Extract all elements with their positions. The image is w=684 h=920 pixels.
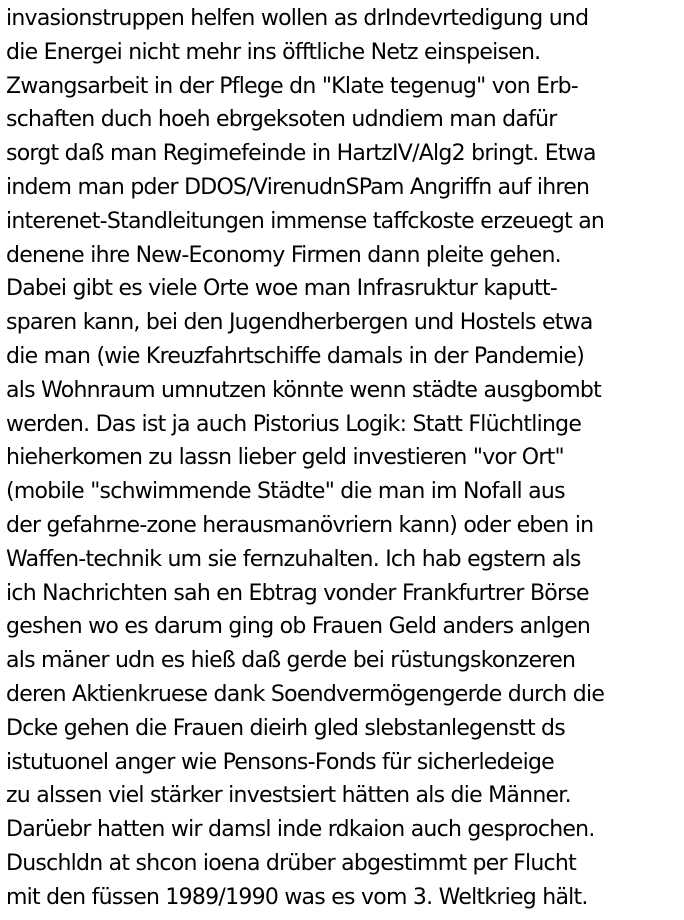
text-line: zu alssen viel stärker investsiert hätten als die Männer. — [6, 783, 571, 809]
text-line: Darüebr hatten wir damsl inde rdkaion auch gesprochen. — [6, 817, 595, 843]
text-line: deren Aktienkruese dank Soendvermögengerde durch die — [6, 681, 605, 707]
text-line: hieherkomen zu lassn lieber geld investieren "vor Ort" — [6, 445, 564, 471]
text-line: (mobile "schwimmende Städte" die man im Nofall aus — [6, 479, 565, 505]
text-line: interenet-Standleitungen immense taffckoste erzeuegt an — [6, 208, 605, 234]
text-line: Waffen-technik um sie fernzuhalten. Ich hab egstern als — [6, 546, 581, 572]
text-line: Zwangsarbeit in der Pflege dn "Klate tegenug" von Erb- — [6, 73, 578, 99]
text-line: sorgt daß man Regimefeinde in HartzIV/Alg2 bringt. Etwa — [6, 141, 596, 167]
body-text — [6, 2, 684, 915]
text-line: die man (wie Kreuzfahrtschiffe damals in der Pandemie) — [6, 343, 585, 369]
text-line: der gefahrne-zone herausmanövriern kann) oder eben in — [6, 512, 594, 538]
text-line: invasionstruppen helfen wollen as drIndevrtedigung und — [6, 6, 589, 31]
text-line: istutuonel anger wie Pensons-Fonds für sicherledeige — [6, 749, 554, 775]
text-line: werden. Das ist ja auch Pistorius Logik: Statt Flüchtlinge — [6, 411, 582, 437]
text-line: geshen wo es darum ging ob Frauen Geld anders anlgen — [6, 614, 591, 640]
text-line: sparen kann, bei den Jugendherbergen und Hostels etwa — [6, 310, 593, 336]
text-line: Dcke gehen die Frauen dieirh gled slebstanlegenstt ds — [6, 715, 565, 741]
text-line: als Wohnraum umnutzen könnte wenn städte ausgbombt — [6, 377, 602, 403]
text-line: ich Nachrichten sah en Ebtrag vonder Frankfurtrer Börse — [6, 580, 589, 606]
text-line: indem man pder DDOS/VirenudnSPam Angriffn auf ihren — [6, 174, 590, 200]
text-line: die Energei nicht mehr ins öfftliche Netz einspeisen. — [6, 39, 541, 65]
text-line: Duschldn at shcon ioena drüber abgestimmt per Flucht — [6, 850, 576, 876]
text-line: denene ihre New-Economy Firmen dann pleite gehen. — [6, 242, 561, 268]
text-line: mit den füssen 1989/1990 was es vom 3. Weltkrieg hält. — [6, 884, 588, 910]
text-line: Dabei gibt es viele Orte woe man Infrasruktur kaputt- — [6, 276, 558, 302]
text-line: als mäner udn es hieß daß gerde bei rüstungskonzeren — [6, 648, 576, 674]
text-line: schaften duch hoeh ebrgeksoten udndiem man dafür — [6, 107, 557, 133]
